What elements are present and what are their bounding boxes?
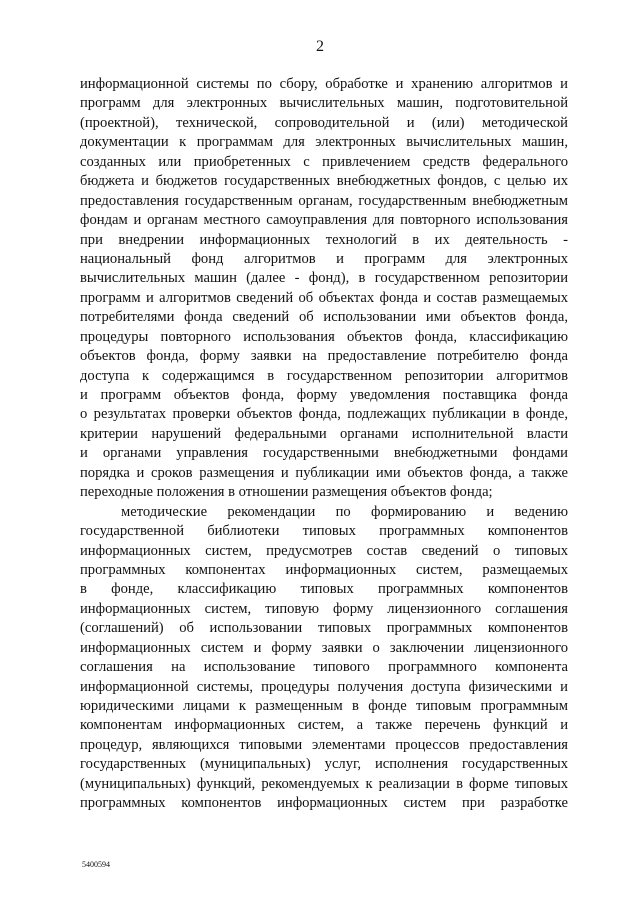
- text-line: процедуры повторного использования объектов фонда, классификацию: [80, 328, 568, 345]
- document-body: [80, 75, 568, 814]
- text-line: переходные положения в отношении размещения объектов фонда;: [80, 484, 493, 501]
- text-line: и программ объектов фонда, форму уведомления поставщика фонда: [80, 387, 568, 403]
- text-line: о результатах проверки объектов фонда, подлежащих публикации в фонде,: [80, 406, 568, 423]
- paragraph: [80, 75, 568, 503]
- text-line: юридическими лицами к размещенным в фонде типовым программным: [80, 698, 568, 714]
- text-line: информационной системы по сбору, обработке и хранению алгоритмов и: [80, 76, 568, 92]
- text-line: программ и алгоритмов сведений об объектах фонда и состав размещаемых: [80, 289, 568, 306]
- text-line: компонентам информационных систем, а также перечень функций и: [80, 717, 568, 734]
- text-line: (соглашений) об использовании типовых программных компонентов: [80, 620, 568, 637]
- text-line: соглашения на использование типового программного компонента: [80, 659, 568, 676]
- text-line: порядка и сроков размещения и публикации ими объектов фонда, а также: [80, 464, 568, 481]
- text-line: потребителями фонда сведений об использовании ими объектов фонда,: [80, 309, 568, 326]
- text-line: информационных систем и форму заявки о заключении лицензионного: [80, 639, 568, 656]
- text-line: информационных систем, предусмотрев состав сведений о типовых: [80, 542, 568, 559]
- text-line: (проектной), технической, сопроводительной и (или) методической: [80, 114, 568, 131]
- text-line: государственных (муниципальных) услуг, исполнения государственных: [80, 756, 568, 773]
- text-line: методические рекомендации по формированию и ведению: [121, 503, 568, 520]
- text-line: доступа к содержащимся в государственном репозитории алгоритмов: [80, 367, 568, 384]
- text-line: и органами управления государственными внебюджетными фондами: [80, 445, 568, 462]
- paragraph: [80, 503, 568, 814]
- text-line: фондам и органам местного самоуправления для повторного использования: [80, 212, 568, 229]
- text-line: объектов фонда, форму заявки на предоставление потребителю фонда: [80, 348, 568, 365]
- text-line: программ для электронных вычислительных машин, подготовительной: [80, 95, 568, 112]
- text-line: государственной библиотеки типовых программных компонентов: [80, 523, 568, 540]
- text-line: информационных систем, типовую форму лицензионного соглашения: [80, 600, 568, 617]
- text-line: критерии нарушений федеральными органами исполнительной власти: [80, 425, 568, 442]
- text-line: документации к программам для электронных вычислительных машин,: [80, 134, 568, 151]
- text-line: бюджета и бюджетов государственных внебюджетных фондов, с целью их: [80, 173, 568, 190]
- document-code: 5400594: [82, 860, 110, 869]
- text-line: национальный фонд алгоритмов и программ для электронных: [80, 250, 568, 267]
- text-line: процедур, являющихся типовыми элементами процессов предоставления: [80, 736, 568, 753]
- text-line: вычислительных машин (далее - фонд), в государственном репозитории: [80, 270, 568, 287]
- text-line: программных компонентов информационных систем при разработке: [80, 795, 568, 812]
- page-number: 2: [316, 38, 324, 55]
- text-line: предоставления государственным органам, государственным внебюджетным: [80, 192, 568, 209]
- text-line: при внедрении информационных технологий в их деятельность -: [80, 231, 568, 248]
- text-line: созданных или приобретенных с привлечением средств федерального: [80, 153, 568, 170]
- text-line: (муниципальных) функций, рекомендуемых к реализации в форме типовых: [80, 775, 568, 792]
- text-line: в фонде, классификацию типовых программных компонентов: [80, 581, 568, 598]
- text-line: программных компонентах информационных систем, размещаемых: [80, 561, 568, 578]
- text-line: информационной системы, процедуры получения доступа физическими и: [80, 678, 568, 695]
